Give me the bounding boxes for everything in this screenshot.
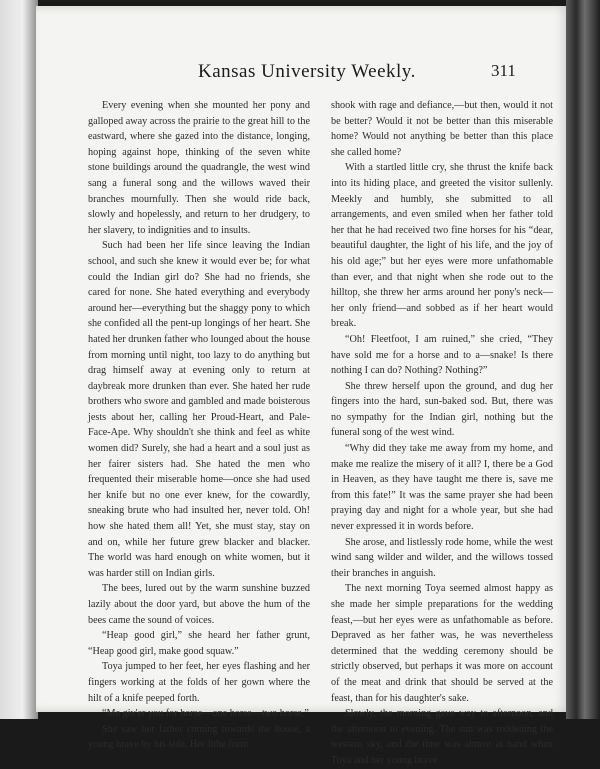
- paragraph: She arose, and listlessly rode home, while the west wind sang wilder and wilder, and the willows tossed their branches in anguish.: [331, 536, 553, 579]
- book-spine: [566, 0, 600, 719]
- paragraph: “Oh! Fleetfoot, I am ruined,” she cried, “They have sold me for a horse and to a—snake! Is there nothing I can do? Nothing? Nothing?”: [331, 333, 553, 377]
- book-page: [36, 6, 570, 766]
- left-text-column: [88, 98, 310, 753]
- paragraph: Toya jumped to her feet, her eyes flashing and her fingers working at the folds of her gown where the hilt of a knife peeped forth.: [88, 661, 310, 704]
- paragraph: Slowly, the morning gave way to afternoon, and the afternoon to evening. The sun was reddening the western sky, and the time was almost at hand when Toya and her young brave: [331, 708, 553, 766]
- paragraph: “Why did they take me away from my home, and make me realize the misery of it all? I, there be a God in Heaven, as they have taught me there is, save me from this fate!” It was the same prayer she had been praying day and night for a whole year, but she had never expressed it in words before.: [331, 443, 553, 533]
- paragraph: She threw herself upon the ground, and dug her fingers into the hard, sun-baked sod. But, there was no sympathy for the Indian girl, nothing but the funeral song of the west wind.: [331, 380, 553, 439]
- paragraph: The bees, lured out by the warm sunshine buzzed lazily about the door yard, but above the hum of the bees came the sound of voices.: [88, 583, 310, 626]
- paragraph: Such had been her life since leaving the Indian school, and such she knew it would ever be; for what could the Indian girl do? She had no friends, she cared for none. She hated everything and everybody around her—everything but the shaggy pony to which she confided all the pent-up longings of her heart. She hated her drunken father who lounged about the house from morning until night, too lazy to do anything but drag himself away at evening only to return at daybreak more drunken than ever. She hated her rude brothers who swore and gambled and made boisterous jests about her, calling her Proud-Heart, and Pale-Face-Ape. Why shouldn't she think and feel as white women did? Surely, she had a heart and a soul just as her fairer sisters had. She hated the men who frequented their miserable home—once she had used her knife but no one ever knew, for the cowardly, sneaking brute who had insulted her, never told. Oh! how she hated them all! Yet, she must stay, stay on and on, while her future grew blacker and blacker. The world was hard enough on white women, but it was harder still on Indian girls.: [88, 240, 310, 579]
- page-number: 311: [491, 61, 516, 80]
- facing-page-edge: [0, 0, 38, 719]
- paragraph: She saw her father coming towards the house, a young brave by his side. Her lithe form: [88, 723, 310, 751]
- paragraph: “Heap good girl,” she heard her father grunt, “Heap good girl, make good squaw.”: [88, 630, 310, 657]
- page-title: Kansas University Weekly.: [198, 61, 416, 82]
- paragraph: With a startled little cry, she thrust the knife back into its hiding place, and greeted the visitor sullenly. Meekly and humbly, she submitted to all arrangements, and even smiled when her father told her that he had received two fine horses for his “dear, beautiful daughter, the light of his life, and the joy of his old age;” but her eyes were more unfathomable than ever, and that night when she rode out to the hilltop, she threw her arms around her pony's neck—her only friend—and sobbed as if her heart would break.: [331, 162, 553, 330]
- paragraph: Every evening when she mounted her pony and galloped away across the prairie to the great hill to the eastward, where she gazed into the distance, longing, hoping against hope, thinking of the seven white stone buildings around the quadrangle, the west wind sang a funeral song and the willows waved their branches mournfully. Then she would ride back, slowly and hopelessly, and return to her drudgery, to her slavery, to indignities and to insults.: [88, 100, 310, 236]
- page-header: [36, 61, 570, 91]
- paragraph: “Me giv'er you for horse—one horse—two horse.”: [102, 708, 309, 720]
- paragraph: The next morning Toya seemed almost happy as she made her simple preparations for the wedding feast,—but her eyes were as unfathomable as before. Depraved as her father was, he was nevertheless determined that the wedding ceremony should be strictly observed, but perhaps it was more on account of the meat and drink that should be served at the feast, than for his daughter's sake.: [331, 583, 553, 704]
- paragraph: shook with rage and defiance,—but then, would it not be better? Would it not be better than this miserable home? Would not anything be better than this place she called home?: [331, 100, 553, 158]
- right-text-column: [331, 98, 553, 769]
